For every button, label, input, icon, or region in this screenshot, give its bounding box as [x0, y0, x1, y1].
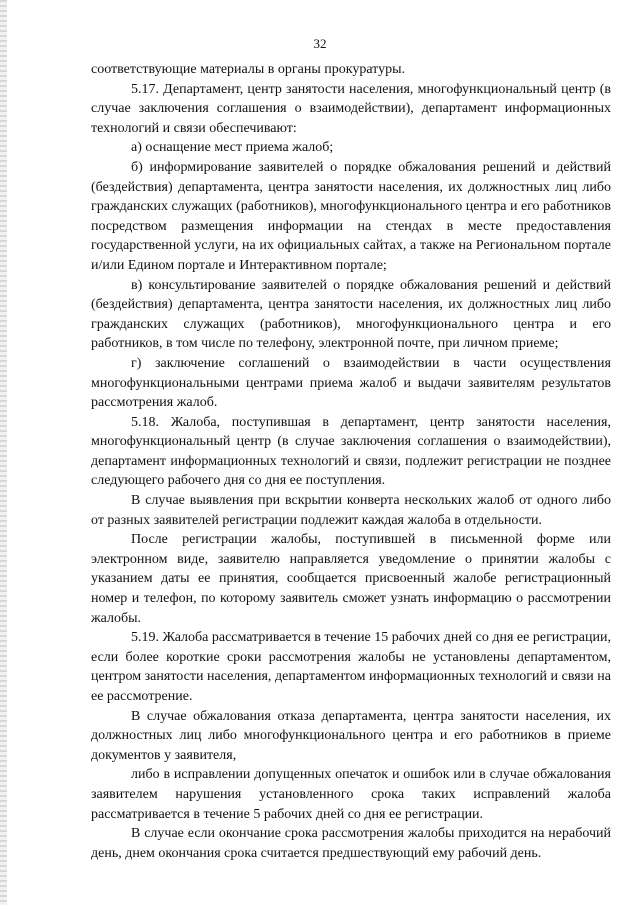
paragraph: в) консультирование заявителей о порядке обжалования решений и действий (бездействия) департамента, центра занятости населения, их должностных лиц либо гражданских служащих (работников), многофункционального центра и его работников, в том числе по телефону, электронной почте, при личном приеме;	[91, 277, 611, 352]
paragraph: 5.17. Департамент, центр занятости населения, многофункциональный центр (в случае заключения соглашения о взаимодействии), департамент информационных технологий и связи обеспечивают:	[91, 81, 611, 136]
paragraph: а) оснащение мест приема жалоб;	[131, 140, 334, 156]
paragraph: В случае выявления при вскрытии конверта нескольких жалоб от одного либо от разных заявителей регистрации подлежит каждая жалоба в отдельности.	[91, 493, 611, 528]
paragraph: В случае если окончание срока рассмотрения жалобы приходится на нерабочий день, днем окончания срока считается предшествующий ему рабочий день.	[91, 826, 611, 861]
scan-edge	[0, 0, 7, 905]
paragraph: В случае обжалования отказа департамента, центра занятости населения, их должностных лиц либо многофункционального центра и его работников в приеме документов у заявителя,	[91, 708, 611, 763]
paragraph: После регистрации жалобы, поступившей в письменной форме или электронном виде, заявителю направляется уведомление о принятии жалобы с указанием даты ее принятия, сообщается присвоенный жалобе регистрационный номер и телефон, по которому заявитель сможет узнать информацию о рассмотрении жалобы.	[91, 532, 611, 626]
paragraph: 5.19. Жалоба рассматривается в течение 15 рабочих дней со дня ее регистрации, если более короткие сроки рассмотрения жалобы не установлены департаментом, центром занятости населения, департаментом информационных технологий и связи на ее рассмотрение.	[91, 630, 611, 704]
paragraph: соответствующие материалы в органы прокуратуры.	[91, 62, 406, 77]
paragraph: г) заключение соглашений о взаимодействии в части осуществления многофункциональными центрами приема жалоб и выдачи заявителям результатов рассмотрения жалоб.	[91, 355, 611, 411]
paragraph: б) информирование заявителей о порядке обжалования решений и действий (бездействия) департамента, центра занятости населения, их должностных лиц либо гражданских служащих (работников), многофункционального центра и его работников посредством размещения информации на стендах в месте предоставления государственной услуги, на их официальных сайтах, а также на Региональном портале и/или Едином портале и Интерактивном портале;	[91, 159, 612, 273]
paragraph: либо в исправлении допущенных опечаток и ошибок или в случае обжалования заявителем нарушения установленного срока таких исправлений жалоба рассматривается в течение 5 рабочих дней со дня ее регистрации.	[91, 767, 611, 822]
page-number: 32	[313, 36, 327, 51]
document-body	[91, 60, 611, 863]
paragraph: 5.18. Жалоба, поступившая в департамент, центр занятости населения, многофункциональный центр (в случае заключения соглашения о взаимодействии), департамент информационных технологий и связи, подлежит регистрации не позднее следующего рабочего дня со дня ее поступления.	[91, 414, 611, 489]
